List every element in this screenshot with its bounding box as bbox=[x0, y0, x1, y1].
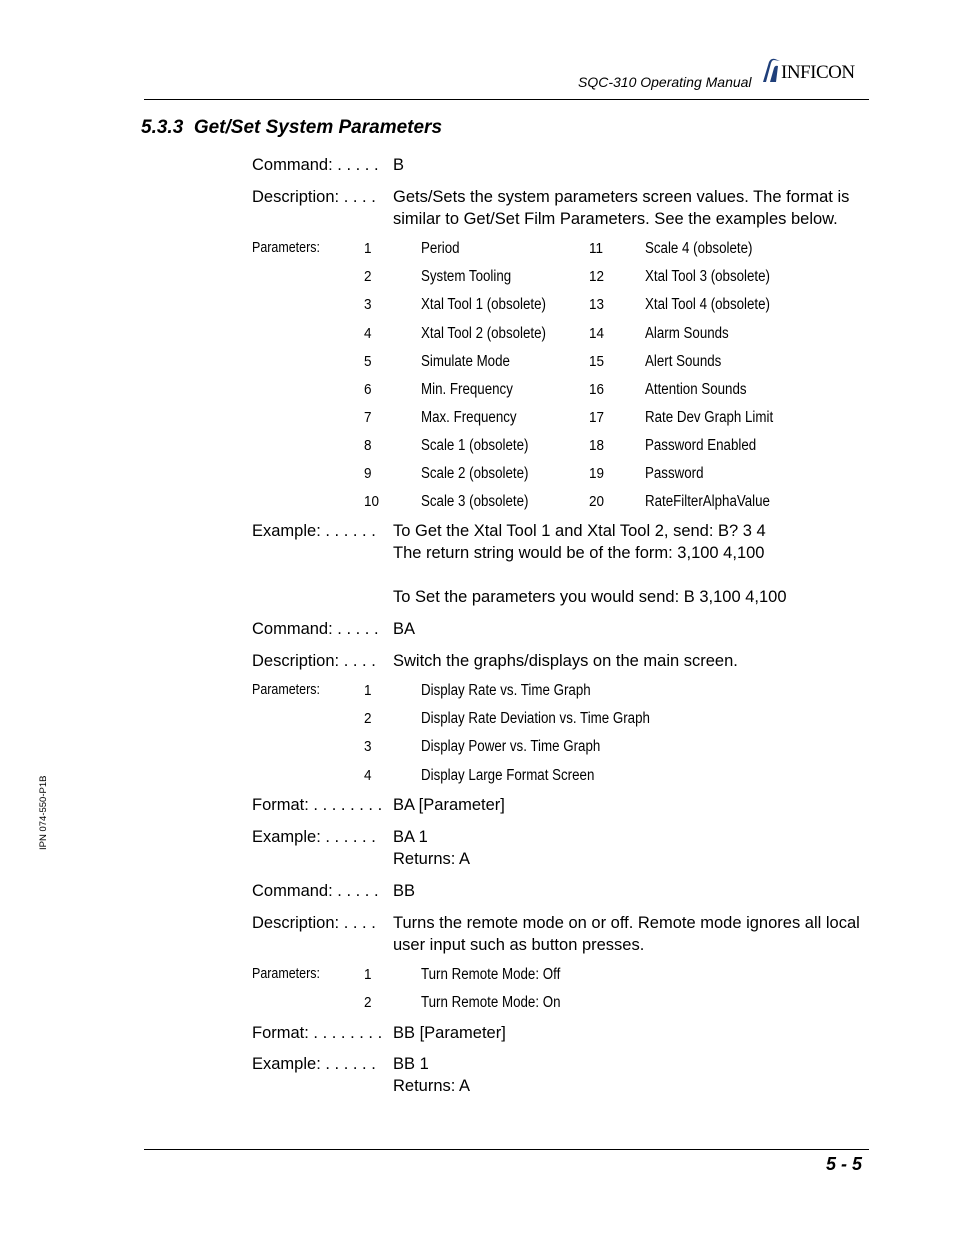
description-text: Switch the graphs/displays on the main screen. bbox=[393, 652, 738, 670]
param-name: Turn Remote Mode: On bbox=[421, 994, 561, 1011]
param-name: Xtal Tool 2 (obsolete) bbox=[421, 325, 546, 342]
param-number: 17 bbox=[589, 409, 605, 426]
command-value: BA bbox=[393, 620, 416, 638]
param-number: 14 bbox=[589, 325, 605, 342]
param-number: 3 bbox=[364, 738, 372, 755]
param-number: 1 bbox=[364, 966, 372, 983]
manual-title: SQC-310 Operating Manual bbox=[578, 74, 752, 90]
param-name: Xtal Tool 1 (obsolete) bbox=[421, 296, 546, 313]
param-name: RateFilterAlphaValue bbox=[645, 493, 770, 510]
param-number: 2 bbox=[364, 268, 372, 285]
param-name: Display Rate Deviation vs. Time Graph bbox=[421, 710, 650, 727]
param-name: Display Power vs. Time Graph bbox=[421, 738, 601, 755]
inficon-logo bbox=[760, 58, 872, 84]
page-number: 5 - 5 bbox=[826, 1154, 863, 1174]
param-number: 10 bbox=[364, 493, 380, 510]
param-number: 11 bbox=[589, 240, 604, 257]
example-label: Example: . . . . . . bbox=[252, 522, 376, 540]
format-text: BA [Parameter] bbox=[393, 796, 505, 814]
description-label: Description: . . . . bbox=[252, 914, 376, 932]
command-value: B bbox=[393, 156, 405, 174]
format-label: Format: . . . . . . . . bbox=[252, 1024, 383, 1042]
param-number: 4 bbox=[364, 325, 372, 342]
param-number: 15 bbox=[589, 353, 605, 370]
example-text: Returns: A bbox=[393, 1077, 471, 1095]
param-number: 1 bbox=[364, 240, 372, 257]
example-text: Returns: A bbox=[393, 850, 471, 868]
param-number: 13 bbox=[589, 296, 605, 313]
document-ipn: IPN 074-550-P1B bbox=[38, 775, 49, 850]
param-name: Alert Sounds bbox=[645, 353, 722, 370]
param-name: Display Large Format Screen bbox=[421, 767, 595, 784]
parameters-label: Parameters: bbox=[252, 682, 320, 698]
example-label: Example: . . . . . . bbox=[252, 1055, 376, 1073]
param-number: 19 bbox=[589, 465, 605, 482]
example-text: BA 1 bbox=[393, 828, 428, 846]
param-number: 2 bbox=[364, 994, 372, 1011]
param-name: Xtal Tool 3 (obsolete) bbox=[645, 268, 770, 285]
param-name: Xtal Tool 4 (obsolete) bbox=[645, 296, 770, 313]
param-number: 2 bbox=[364, 710, 372, 727]
param-number: 16 bbox=[589, 381, 605, 398]
param-number: 12 bbox=[589, 268, 605, 285]
example-text: The return string would be of the form: 3,100 4,100 bbox=[393, 544, 765, 562]
param-number: 6 bbox=[364, 381, 372, 398]
logo-text: INFICON bbox=[781, 62, 855, 83]
format-text: BB [Parameter] bbox=[393, 1024, 506, 1042]
logo-mark-icon bbox=[760, 58, 782, 84]
param-number: 4 bbox=[364, 767, 372, 784]
description-label: Description: . . . . bbox=[252, 188, 376, 206]
param-name: System Tooling bbox=[421, 268, 512, 285]
example-text: BB 1 bbox=[393, 1055, 429, 1073]
param-name: Display Rate vs. Time Graph bbox=[421, 682, 591, 699]
section-title bbox=[141, 117, 442, 139]
param-name: Max. Frequency bbox=[421, 409, 517, 426]
param-name: Simulate Mode bbox=[421, 353, 510, 370]
footer-rule bbox=[144, 1149, 869, 1150]
param-number: 20 bbox=[589, 493, 605, 510]
example-text: To Get the Xtal Tool 1 and Xtal Tool 2, send: B? 3 4 bbox=[393, 522, 766, 540]
param-number: 3 bbox=[364, 296, 372, 313]
param-name: Scale 4 (obsolete) bbox=[645, 240, 753, 257]
param-number: 5 bbox=[364, 353, 372, 370]
section-name: Get/Set System Parameters bbox=[193, 117, 443, 138]
param-name: Scale 2 (obsolete) bbox=[421, 465, 529, 482]
command-label: Command: . . . . . bbox=[252, 882, 379, 900]
param-number: 1 bbox=[364, 682, 372, 699]
description-label: Description: . . . . bbox=[252, 652, 376, 670]
param-number: 8 bbox=[364, 437, 372, 454]
param-number: 18 bbox=[589, 437, 605, 454]
description-text: Gets/Sets the system parameters screen values. The format is similar to Get/Set Film Parameters. See the examples below. bbox=[393, 188, 850, 228]
parameters-label: Parameters: bbox=[252, 966, 320, 982]
description-text: Turns the remote mode on or off. Remote mode ignores all local user input such as button presses. bbox=[393, 914, 860, 954]
param-name: Password bbox=[645, 465, 704, 482]
format-label: Format: . . . . . . . . bbox=[252, 796, 383, 814]
param-name: Alarm Sounds bbox=[645, 325, 729, 342]
command-label: Command: . . . . . bbox=[252, 156, 379, 174]
header-rule bbox=[144, 99, 869, 100]
param-name: Min. Frequency bbox=[421, 381, 513, 398]
param-name: Attention Sounds bbox=[645, 381, 747, 398]
param-name: Password Enabled bbox=[645, 437, 757, 454]
command-value: BB bbox=[393, 882, 416, 900]
section-number: 5.3.3 bbox=[141, 117, 184, 138]
param-name: Rate Dev Graph Limit bbox=[645, 409, 774, 426]
parameters-label: Parameters: bbox=[252, 240, 320, 256]
example-label: Example: . . . . . . bbox=[252, 828, 376, 846]
command-label: Command: . . . . . bbox=[252, 620, 379, 638]
param-number: 9 bbox=[364, 465, 372, 482]
param-name: Scale 1 (obsolete) bbox=[421, 437, 529, 454]
example-text: To Set the parameters you would send: B 3,100 4,100 bbox=[393, 588, 787, 606]
param-name: Turn Remote Mode: Off bbox=[421, 966, 561, 983]
param-number: 7 bbox=[364, 409, 372, 426]
param-name: Scale 3 (obsolete) bbox=[421, 493, 529, 510]
param-name: Period bbox=[421, 240, 460, 257]
